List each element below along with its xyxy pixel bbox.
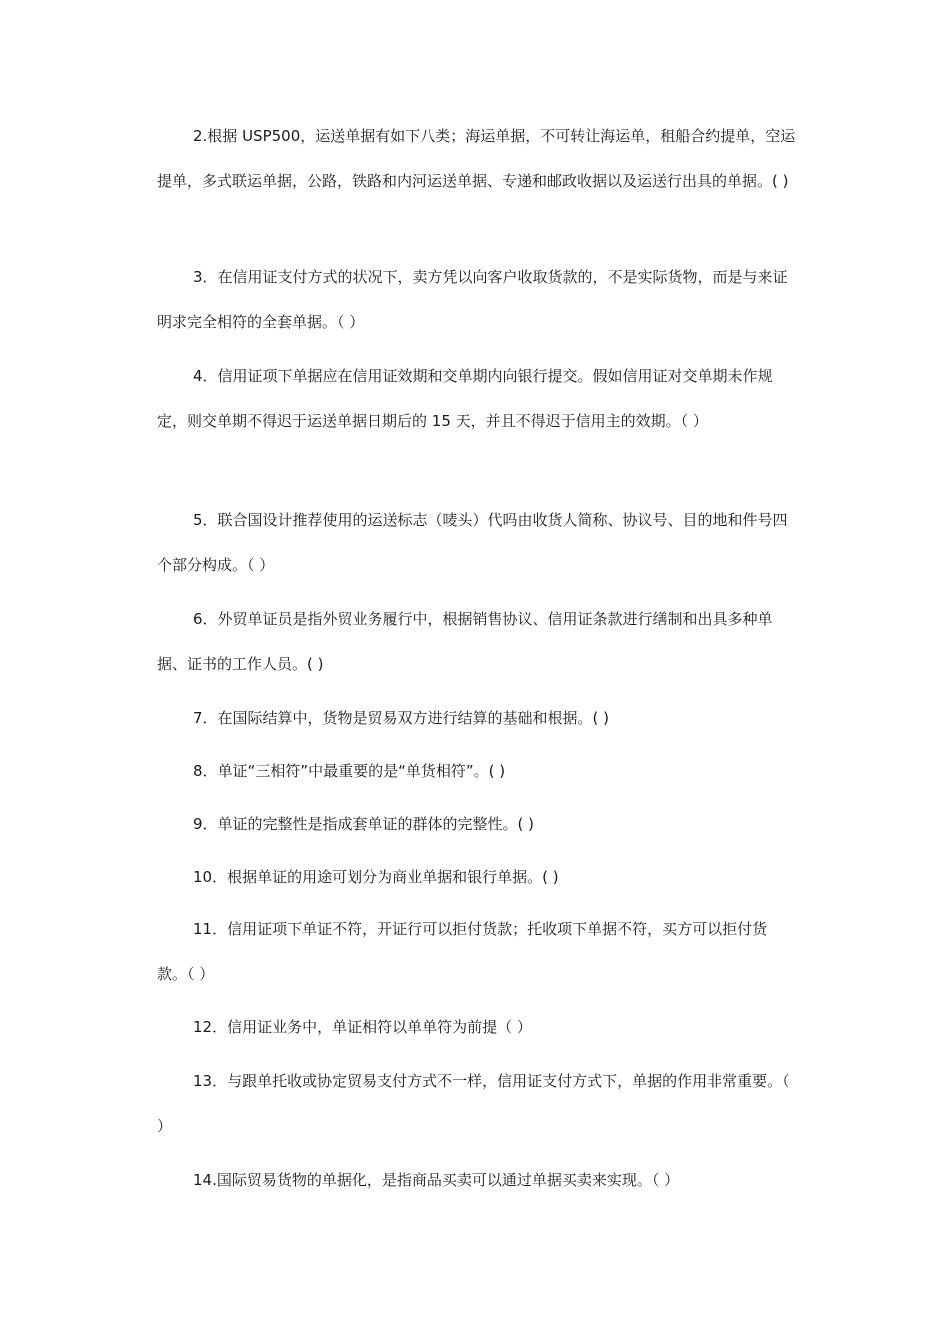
question-13: 13．与跟单托收或协定贸易支付方式不一样，信用证支付方式下，单据的作用非常重要。（ ） [157, 1072, 790, 1135]
question-7: 7．在国际结算中，货物是贸易双方进行结算的基础和根据。( ) [193, 709, 610, 727]
question-4: 4．信用证项下单据应在信用证效期和交单期内向银行提交。假如信用证对交单期未作规定，则交单期不得迟于运送单据日期后的 15 天，并且不得迟于信用主的效期。（ ） [157, 367, 773, 430]
question-12: 12．信用证业务中，单证相符以单单符为前提（ ） [193, 1018, 532, 1036]
question-8: 8．单证“三相符”中最重要的是“单货相符”。( ) [193, 762, 506, 780]
question-14: 14.国际贸易货物的单据化，是指商品买卖可以通过单据买卖来实现。（ ） [193, 1171, 680, 1189]
question-9: 9．单证的完整性是指成套单证的群体的完整性。( ) [193, 815, 535, 833]
question-11: 11．信用证项下单证不符，开证行可以拒付货款；托收项下单据不符，买方可以拒付货款。（ ） [157, 920, 768, 983]
question-2: 2.根据 USP500，运送单据有如下八类；海运单据，不可转让海运单，租船合约提单，空运提单，多式联运单据，公路，铁路和内河运送单据、专递和邮政收据以及运送行出具的单据。( ) [157, 127, 796, 190]
question-6: 6．外贸单证员是指外贸业务履行中，根据销售协议、信用证条款进行缮制和出具多种单据、证书的工作人员。( ) [157, 610, 773, 673]
question-10: 10．根据单证的用途可划分为商业单据和银行单据。( ) [193, 868, 559, 886]
question-3: 3．在信用证支付方式的状况下，卖方凭以向客户收取货款的，不是实际货物，而是与来证明求完全相符的全套单据。（ ） [157, 268, 788, 331]
question-5: 5．联合国设计推荐使用的运送标志（唛头）代吗由收货人简称、协议号、目的地和件号四个部分构成。（ ） [157, 511, 788, 574]
